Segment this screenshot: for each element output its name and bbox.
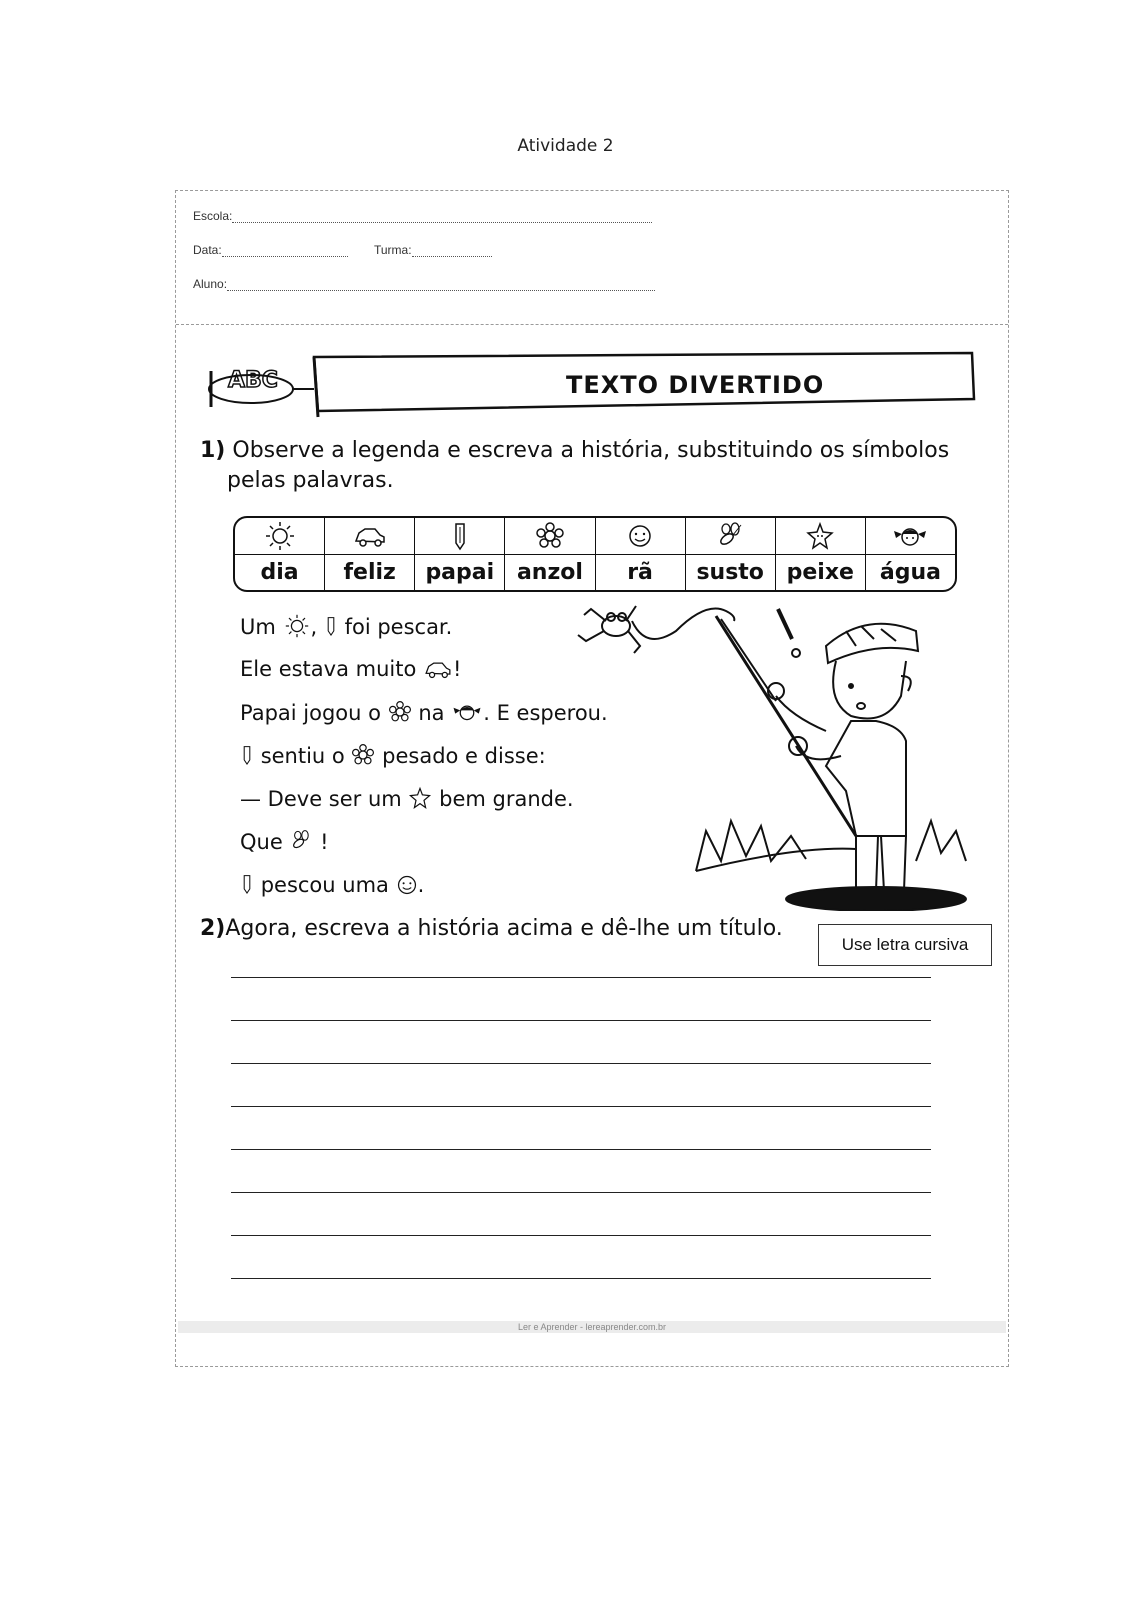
legend-word: dia [260, 560, 299, 585]
story-text: Ele estava muito [240, 657, 417, 681]
cursive-note-box: Use letra cursiva [818, 924, 992, 966]
school-label: Escola: [193, 209, 233, 223]
question-2-text: Agora, escreva a história acima e dê-lhe um título. [225, 916, 783, 941]
star-icon [805, 521, 835, 551]
question-1-text-cont: pelas palavras. [227, 468, 394, 493]
story-text: pescou uma [260, 873, 389, 897]
flower-icon [535, 521, 565, 551]
story-text: foi pescar. [344, 615, 453, 639]
page-title: Atividade 2 [517, 136, 614, 156]
car-icon [353, 523, 387, 549]
footer-credit: Ler e Aprender - lereaprender.com.br [178, 1321, 1006, 1333]
story-text: . [417, 873, 425, 897]
smiley-icon [627, 523, 653, 549]
legend-cell [866, 518, 955, 590]
story-line-6 [240, 829, 329, 854]
question-2-number: 2) [200, 916, 226, 941]
pencil-icon [324, 614, 338, 638]
story-text: ! [320, 830, 329, 854]
legend-word: susto [696, 560, 764, 585]
svg-text:ABC: ABC [228, 368, 278, 393]
question-2 [200, 914, 783, 944]
writing-line[interactable] [231, 1063, 931, 1064]
legend-cell [686, 518, 776, 590]
smiley-icon [396, 874, 418, 896]
boy-fishing-illustration [556, 591, 976, 911]
writing-line[interactable] [231, 977, 931, 978]
airplane-icon [206, 351, 316, 421]
pencil-icon [450, 521, 470, 551]
legend-cell [596, 518, 686, 590]
legend-cell [325, 518, 415, 590]
story-text: sentiu o [260, 744, 345, 768]
writing-line[interactable] [231, 1020, 931, 1021]
story-line-5 [240, 786, 574, 811]
student-label: Aluno: [193, 277, 228, 291]
banner-title: TEXTO DIVERTIDO [566, 371, 825, 399]
sun-icon [283, 614, 311, 638]
girl-face-icon [891, 522, 929, 550]
legend-word: feliz [343, 560, 396, 585]
legend-word: papai [425, 560, 495, 585]
school-field[interactable] [193, 209, 652, 223]
story-text: Um [240, 615, 276, 639]
legend-word: rã [627, 560, 653, 585]
frog-icon [578, 606, 640, 653]
legend-cell [776, 518, 866, 590]
question-1-number: 1) [200, 438, 226, 463]
writing-line[interactable] [231, 1278, 931, 1279]
story-line-2 [240, 657, 461, 681]
symbol-legend [233, 516, 957, 592]
story-line-3 [240, 700, 608, 725]
story-line-1 [240, 614, 452, 639]
story-text: pesado e disse: [382, 744, 546, 768]
writing-line[interactable] [231, 1149, 931, 1150]
legend-word: anzol [516, 560, 583, 585]
story-text: Que [240, 830, 283, 854]
question-1-text: Observe a legenda e escreva a história, substituindo os símbolos [232, 438, 950, 463]
class-field[interactable] [374, 243, 492, 257]
pencil-icon [240, 872, 254, 896]
flower-icon [351, 743, 375, 767]
flower-icon [388, 700, 412, 724]
title-banner [206, 351, 982, 421]
story-text: , [310, 615, 318, 639]
writing-line[interactable] [231, 1192, 931, 1193]
star-icon [408, 786, 432, 810]
writing-line[interactable] [231, 1106, 931, 1107]
story-text: ! [453, 657, 462, 681]
legend-word: peixe [786, 560, 854, 585]
pencil-icon [240, 743, 254, 767]
bee-icon [289, 829, 313, 853]
date-label: Data: [193, 243, 222, 257]
legend-cell [505, 518, 595, 590]
legend-cell [235, 518, 325, 590]
story-line-4 [240, 743, 546, 768]
story-line-7 [240, 872, 424, 897]
bee-icon [715, 521, 745, 551]
girl-face-icon [451, 700, 483, 724]
question-1 [200, 436, 949, 496]
worksheet [175, 190, 1009, 1367]
sun-icon [263, 521, 297, 551]
story-text: na [418, 701, 445, 725]
student-field[interactable] [193, 277, 655, 291]
legend-cell [415, 518, 505, 590]
legend-word: água [879, 560, 941, 585]
story-text: bem grande. [439, 787, 574, 811]
car-icon [423, 658, 453, 680]
header-fields [176, 191, 1008, 325]
class-label: Turma: [374, 243, 412, 257]
writing-line[interactable] [231, 1235, 931, 1236]
date-field[interactable] [193, 243, 348, 257]
story-text: Papai jogou o [240, 701, 381, 725]
story-text: — Deve ser um [240, 787, 402, 811]
story-text: . E esperou. [483, 701, 608, 725]
